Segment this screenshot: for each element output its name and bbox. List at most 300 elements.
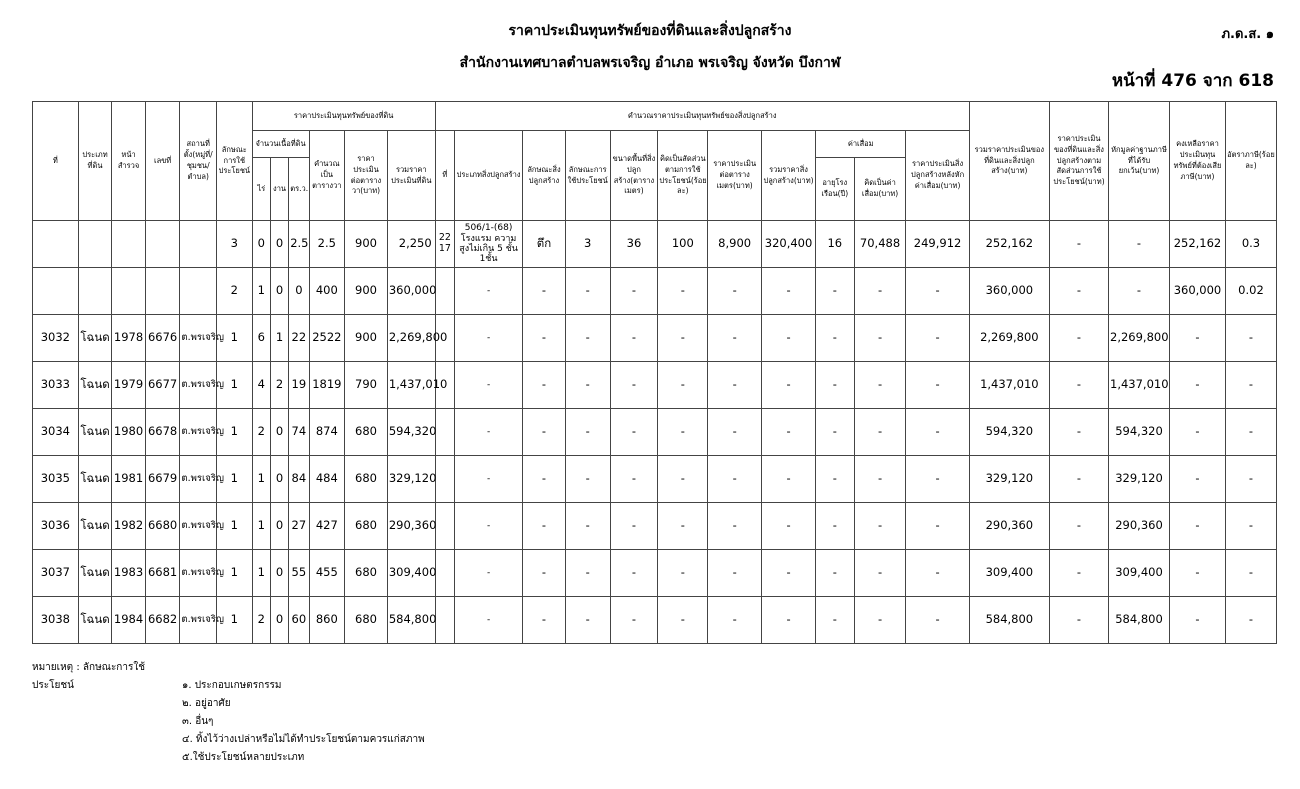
form-code: ภ.ด.ส. ๑ bbox=[1221, 27, 1274, 42]
cell-price-per-wa: 680 bbox=[345, 503, 388, 550]
cell-bldg-total: - bbox=[762, 268, 816, 315]
cell-survey: 1978 bbox=[112, 315, 146, 362]
cell-taxable: - bbox=[1170, 503, 1226, 550]
cell-bldg-ratio: - bbox=[658, 315, 708, 362]
cell-no: 3035 bbox=[33, 456, 79, 503]
col-rate: อัตราภาษี(ร้อยละ) bbox=[1225, 102, 1276, 221]
cell-bldg-area: - bbox=[610, 362, 658, 409]
cell-prop-value: - bbox=[1050, 456, 1109, 503]
cell-rai: 2 bbox=[252, 409, 270, 456]
cell-land-total: 329,120 bbox=[387, 456, 435, 503]
cell-rate: - bbox=[1225, 315, 1276, 362]
cell-location: ต.พรเจริญ bbox=[180, 456, 217, 503]
cell-prop-value: - bbox=[1050, 550, 1109, 597]
cell-bldg-area: - bbox=[610, 409, 658, 456]
table-header bbox=[33, 102, 1277, 221]
col-location: สถานที่ตั้ง(หมู่ที่/ชุมชน/ตำบล) bbox=[180, 102, 217, 221]
cell-grand-total: 252,162 bbox=[969, 221, 1049, 268]
cell-bldg-type: - bbox=[455, 456, 523, 503]
cell-dep-age: - bbox=[815, 456, 854, 503]
cell-ngan: 0 bbox=[270, 550, 288, 597]
notes-section bbox=[32, 659, 425, 767]
cell-grand-total: 584,800 bbox=[969, 597, 1049, 644]
cell-bldg-area: - bbox=[610, 597, 658, 644]
cell-doc-type: โฉนด bbox=[78, 503, 112, 550]
cell-doc-no: 6679 bbox=[145, 456, 180, 503]
cell-area-total: 874 bbox=[309, 409, 345, 456]
cell-exempt: 594,320 bbox=[1109, 409, 1170, 456]
cell-prop-value: - bbox=[1050, 268, 1109, 315]
cell-bldg-area: - bbox=[610, 315, 658, 362]
cell-bldg-kind: - bbox=[523, 503, 566, 550]
cell-bldg-net: - bbox=[906, 409, 969, 456]
cell-grand-total: 309,400 bbox=[969, 550, 1049, 597]
cell-bldg-use: - bbox=[565, 362, 610, 409]
cell-prop-value: - bbox=[1050, 503, 1109, 550]
cell-dep-age: - bbox=[815, 315, 854, 362]
cell-bldg-type: - bbox=[455, 550, 523, 597]
cell-location: ต.พรเจริญ bbox=[180, 597, 217, 644]
col-doc-no: เลขที่ bbox=[145, 102, 180, 221]
cell-doc-no: 6678 bbox=[145, 409, 180, 456]
cell-ngan: 0 bbox=[270, 456, 288, 503]
cell-bldg-use: - bbox=[565, 456, 610, 503]
cell-rate: 0.02 bbox=[1225, 268, 1276, 315]
cell-dep-age: - bbox=[815, 597, 854, 644]
cell-bldg-total: - bbox=[762, 550, 816, 597]
cell-bldg-kind: - bbox=[523, 362, 566, 409]
cell-exempt: - bbox=[1109, 221, 1170, 268]
cell-doc-no: 6682 bbox=[145, 597, 180, 644]
cell-land-total: 2,250 bbox=[387, 221, 435, 268]
cell-bldg-use: - bbox=[565, 268, 610, 315]
cell-grand-total: 594,320 bbox=[969, 409, 1049, 456]
cell-doc-no: 6680 bbox=[145, 503, 180, 550]
cell-bldg-ratio: - bbox=[658, 362, 708, 409]
col-bldg-no: ที่ bbox=[435, 131, 454, 221]
cell-doc-type: โฉนด bbox=[78, 597, 112, 644]
col-no: ที่ bbox=[33, 102, 79, 221]
note-item: ๒. อยู่อาศัย bbox=[182, 698, 231, 709]
col-rai: ไร่ bbox=[252, 158, 270, 221]
cell-rate: - bbox=[1225, 456, 1276, 503]
cell-dep-amount: - bbox=[854, 597, 906, 644]
cell-dep-amount: 70,488 bbox=[854, 221, 906, 268]
cell-location: ต.พรเจริญ bbox=[180, 550, 217, 597]
cell-bldg-net: - bbox=[906, 503, 969, 550]
land-group-header: ราคาประเมินทุนทรัพย์ของที่ดิน bbox=[252, 102, 435, 131]
cell-wa: 55 bbox=[289, 550, 309, 597]
cell-rai: 1 bbox=[252, 268, 270, 315]
cell-wa: 2.5 bbox=[289, 221, 309, 268]
cell-exempt: 290,360 bbox=[1109, 503, 1170, 550]
cell-bldg-use: - bbox=[565, 409, 610, 456]
cell-dep-amount: - bbox=[854, 409, 906, 456]
cell-bldg-net: - bbox=[906, 268, 969, 315]
cell-no bbox=[33, 221, 79, 268]
cell-exempt: 1,437,010 bbox=[1109, 362, 1170, 409]
table-row bbox=[33, 268, 1277, 315]
cell-bldg-net: - bbox=[906, 362, 969, 409]
col-wa: ตร.ว. bbox=[289, 158, 309, 221]
cell-taxable: 252,162 bbox=[1170, 221, 1226, 268]
cell-grand-total: 1,437,010 bbox=[969, 362, 1049, 409]
cell-bldg-price: 8,900 bbox=[708, 221, 762, 268]
cell-no: 3036 bbox=[33, 503, 79, 550]
cell-taxable: - bbox=[1170, 362, 1226, 409]
cell-doc-no: 6676 bbox=[145, 315, 180, 362]
cell-rai: 1 bbox=[252, 503, 270, 550]
cell-survey bbox=[112, 268, 146, 315]
cell-taxable: - bbox=[1170, 409, 1226, 456]
cell-price-per-wa: 680 bbox=[345, 409, 388, 456]
cell-bldg-ratio: - bbox=[658, 456, 708, 503]
cell-bldg-area: - bbox=[610, 503, 658, 550]
cell-rate: - bbox=[1225, 597, 1276, 644]
cell-ngan: 0 bbox=[270, 268, 288, 315]
cell-no: 3033 bbox=[33, 362, 79, 409]
cell-bldg-kind: - bbox=[523, 268, 566, 315]
cell-taxable: 360,000 bbox=[1170, 268, 1226, 315]
cell-doc-no: 6677 bbox=[145, 362, 180, 409]
cell-survey: 1983 bbox=[112, 550, 146, 597]
cell-use: 2 bbox=[217, 268, 253, 315]
cell-bldg-use: 3 bbox=[565, 221, 610, 268]
col-taxable: คงเหลือราคาประเมินทุนทรัพย์ที่ต้องเสียภาษี(บาท) bbox=[1170, 102, 1226, 221]
cell-wa: 84 bbox=[289, 456, 309, 503]
cell-grand-total: 2,269,800 bbox=[969, 315, 1049, 362]
cell-survey: 1979 bbox=[112, 362, 146, 409]
cell-doc-type: โฉนด bbox=[78, 315, 112, 362]
cell-dep-age: - bbox=[815, 268, 854, 315]
col-prop-value: ราคาประเมินของที่ดินและสิ่งปลูกสร้างตามสัดส่วนการใช้ประโยชน์(บาท) bbox=[1050, 102, 1109, 221]
cell-wa: 74 bbox=[289, 409, 309, 456]
cell-bldg-area: - bbox=[610, 268, 658, 315]
cell-doc-type bbox=[78, 268, 112, 315]
cell-no: 3032 bbox=[33, 315, 79, 362]
cell-dep-amount: - bbox=[854, 268, 906, 315]
cell-bldg-no: 22 17 bbox=[435, 221, 454, 268]
cell-bldg-ratio: - bbox=[658, 550, 708, 597]
cell-wa: 0 bbox=[289, 268, 309, 315]
cell-area-total: 455 bbox=[309, 550, 345, 597]
cell-bldg-use: - bbox=[565, 503, 610, 550]
cell-rai: 1 bbox=[252, 456, 270, 503]
cell-bldg-net: - bbox=[906, 550, 969, 597]
col-dep-amount: คิดเป็นค่าเสื่อม(บาท) bbox=[854, 158, 906, 221]
cell-location: ต.พรเจริญ bbox=[180, 362, 217, 409]
cell-bldg-type: 506/1-(68) โรงแรม ความสูงไม่เกิน 5 ชั้น 1ชั้น bbox=[455, 221, 523, 268]
cell-rate: - bbox=[1225, 503, 1276, 550]
cell-taxable: - bbox=[1170, 550, 1226, 597]
cell-bldg-net: - bbox=[906, 597, 969, 644]
cell-price-per-wa: 680 bbox=[345, 597, 388, 644]
cell-use: 1 bbox=[217, 362, 253, 409]
col-land-total: รวมราคาประเมินที่ดิน bbox=[387, 131, 435, 221]
cell-no: 3038 bbox=[33, 597, 79, 644]
cell-rai: 2 bbox=[252, 597, 270, 644]
cell-land-total: 2,269,800 bbox=[387, 315, 435, 362]
cell-doc-type: โฉนด bbox=[78, 409, 112, 456]
cell-area-total: 860 bbox=[309, 597, 345, 644]
cell-area-total: 2.5 bbox=[309, 221, 345, 268]
cell-bldg-net: - bbox=[906, 456, 969, 503]
cell-bldg-no bbox=[435, 456, 454, 503]
cell-doc-no bbox=[145, 268, 180, 315]
cell-survey: 1982 bbox=[112, 503, 146, 550]
cell-price-per-wa: 900 bbox=[345, 315, 388, 362]
cell-bldg-use: - bbox=[565, 550, 610, 597]
cell-price-per-wa: 680 bbox=[345, 550, 388, 597]
cell-prop-value: - bbox=[1050, 597, 1109, 644]
cell-survey: 1981 bbox=[112, 456, 146, 503]
cell-doc-type: โฉนด bbox=[78, 362, 112, 409]
cell-bldg-ratio: - bbox=[658, 268, 708, 315]
cell-survey: 1980 bbox=[112, 409, 146, 456]
cell-exempt: - bbox=[1109, 268, 1170, 315]
table-row bbox=[33, 597, 1277, 644]
cell-bldg-kind: ตึก bbox=[523, 221, 566, 268]
cell-ngan: 0 bbox=[270, 503, 288, 550]
cell-use: 1 bbox=[217, 409, 253, 456]
cell-land-total: 584,800 bbox=[387, 597, 435, 644]
cell-area-total: 400 bbox=[309, 268, 345, 315]
table-row bbox=[33, 221, 1277, 268]
cell-bldg-price: - bbox=[708, 409, 762, 456]
cell-wa: 60 bbox=[289, 597, 309, 644]
col-bldg-total: รวมราคาสิ่งปลูกสร้าง(บาท) bbox=[762, 131, 816, 221]
cell-survey bbox=[112, 221, 146, 268]
cell-prop-value: - bbox=[1050, 221, 1109, 268]
cell-bldg-price: - bbox=[708, 550, 762, 597]
table-row bbox=[33, 362, 1277, 409]
cell-bldg-net: - bbox=[906, 315, 969, 362]
cell-rate: 0.3 bbox=[1225, 221, 1276, 268]
col-dep-age: อายุโรงเรือน(ปี) bbox=[815, 158, 854, 221]
cell-rai: 1 bbox=[252, 550, 270, 597]
cell-dep-amount: - bbox=[854, 503, 906, 550]
cell-rai: 4 bbox=[252, 362, 270, 409]
cell-bldg-area: - bbox=[610, 550, 658, 597]
cell-bldg-ratio: - bbox=[658, 597, 708, 644]
cell-taxable: - bbox=[1170, 315, 1226, 362]
cell-price-per-wa: 680 bbox=[345, 456, 388, 503]
cell-wa: 22 bbox=[289, 315, 309, 362]
cell-dep-age: - bbox=[815, 550, 854, 597]
col-bldg-area: ขนาดพื้นที่สิ่งปลูกสร้าง(ตารางเมตร) bbox=[610, 131, 658, 221]
cell-price-per-wa: 790 bbox=[345, 362, 388, 409]
cell-bldg-ratio: - bbox=[658, 409, 708, 456]
col-ngan: งาน bbox=[270, 158, 288, 221]
cell-dep-amount: - bbox=[854, 362, 906, 409]
cell-location bbox=[180, 268, 217, 315]
cell-ngan: 2 bbox=[270, 362, 288, 409]
cell-area-total: 427 bbox=[309, 503, 345, 550]
cell-bldg-area: - bbox=[610, 456, 658, 503]
table-row bbox=[33, 503, 1277, 550]
cell-bldg-type: - bbox=[455, 268, 523, 315]
page-info: หน้าที่ 476 จาก 618 bbox=[1111, 71, 1274, 91]
col-use: ลักษณะการใช้ประโยชน์ bbox=[217, 102, 253, 221]
table-row bbox=[33, 315, 1277, 362]
note-item: ๕.ใช้ประโยชน์หลายประเภท bbox=[182, 752, 305, 763]
col-exempt: หักมูลค่าฐานภาษีที่ได้รับยกเว้น(บาท) bbox=[1109, 102, 1170, 221]
cell-bldg-no bbox=[435, 597, 454, 644]
cell-bldg-no bbox=[435, 409, 454, 456]
col-grand-total: รวมราคาประเมินของที่ดินและสิ่งปลูกสร้าง(บาท) bbox=[969, 102, 1049, 221]
col-bldg-kind: ลักษณะสิ่งปลูกสร้าง bbox=[523, 131, 566, 221]
cell-no: 3034 bbox=[33, 409, 79, 456]
cell-use: 1 bbox=[217, 315, 253, 362]
cell-land-total: 1,437,010 bbox=[387, 362, 435, 409]
cell-grand-total: 290,360 bbox=[969, 503, 1049, 550]
cell-area-total: 2522 bbox=[309, 315, 345, 362]
cell-bldg-no bbox=[435, 550, 454, 597]
cell-dep-age: - bbox=[815, 409, 854, 456]
cell-land-total: 594,320 bbox=[387, 409, 435, 456]
cell-dep-amount: - bbox=[854, 550, 906, 597]
col-bldg-type: ประเภทสิ่งปลูกสร้าง bbox=[455, 131, 523, 221]
cell-rate: - bbox=[1225, 409, 1276, 456]
cell-ngan: 1 bbox=[270, 315, 288, 362]
cell-use: 1 bbox=[217, 456, 253, 503]
cell-wa: 19 bbox=[289, 362, 309, 409]
cell-bldg-total: - bbox=[762, 503, 816, 550]
note-item: ๓. อื่นๆ bbox=[182, 716, 214, 727]
cell-bldg-total: 320,400 bbox=[762, 221, 816, 268]
cell-prop-value: - bbox=[1050, 362, 1109, 409]
cell-bldg-ratio: - bbox=[658, 503, 708, 550]
cell-land-total: 290,360 bbox=[387, 503, 435, 550]
assessment-table bbox=[32, 101, 1277, 644]
cell-bldg-price: - bbox=[708, 362, 762, 409]
cell-dep-age: - bbox=[815, 362, 854, 409]
cell-bldg-type: - bbox=[455, 503, 523, 550]
cell-location: ต.พรเจริญ bbox=[180, 503, 217, 550]
table-row bbox=[33, 409, 1277, 456]
cell-grand-total: 329,120 bbox=[969, 456, 1049, 503]
cell-bldg-no bbox=[435, 268, 454, 315]
col-bldg-use: ลักษณะการใช้ประโยชน์ bbox=[565, 131, 610, 221]
building-group-header: คำนวณราคาประเมินทุนทรัพย์ของสิ่งปลูกสร้าง bbox=[435, 102, 969, 131]
cell-grand-total: 360,000 bbox=[969, 268, 1049, 315]
cell-use: 3 bbox=[217, 221, 253, 268]
cell-bldg-total: - bbox=[762, 597, 816, 644]
cell-ngan: 0 bbox=[270, 409, 288, 456]
cell-bldg-type: - bbox=[455, 409, 523, 456]
cell-taxable: - bbox=[1170, 456, 1226, 503]
cell-bldg-kind: - bbox=[523, 597, 566, 644]
cell-land-total: 360,000 bbox=[387, 268, 435, 315]
depreciation-group-header: ค่าเสื่อม bbox=[815, 131, 906, 158]
page-title: ราคาประเมินทุนทรัพย์ของที่ดินและสิ่งปลูกสร้าง bbox=[508, 23, 792, 39]
cell-doc-type bbox=[78, 221, 112, 268]
cell-bldg-area: 36 bbox=[610, 221, 658, 268]
cell-dep-age: - bbox=[815, 503, 854, 550]
cell-bldg-type: - bbox=[455, 315, 523, 362]
cell-bldg-net: 249,912 bbox=[906, 221, 969, 268]
cell-location: ต.พรเจริญ bbox=[180, 409, 217, 456]
cell-bldg-ratio: 100 bbox=[658, 221, 708, 268]
cell-price-per-wa: 900 bbox=[345, 221, 388, 268]
cell-bldg-total: - bbox=[762, 315, 816, 362]
cell-bldg-use: - bbox=[565, 315, 610, 362]
cell-bldg-kind: - bbox=[523, 550, 566, 597]
cell-bldg-price: - bbox=[708, 503, 762, 550]
cell-wa: 27 bbox=[289, 503, 309, 550]
cell-bldg-no bbox=[435, 503, 454, 550]
cell-survey: 1984 bbox=[112, 597, 146, 644]
cell-exempt: 584,800 bbox=[1109, 597, 1170, 644]
cell-prop-value: - bbox=[1050, 409, 1109, 456]
col-bldg-price: ราคาประเมินต่อตารางเมตร(บาท) bbox=[708, 131, 762, 221]
cell-rate: - bbox=[1225, 550, 1276, 597]
cell-use: 1 bbox=[217, 550, 253, 597]
cell-doc-type: โฉนด bbox=[78, 550, 112, 597]
cell-bldg-type: - bbox=[455, 362, 523, 409]
cell-bldg-total: - bbox=[762, 409, 816, 456]
cell-bldg-price: - bbox=[708, 315, 762, 362]
col-doc-type: ประเภทที่ดิน bbox=[78, 102, 112, 221]
cell-doc-no bbox=[145, 221, 180, 268]
cell-ngan: 0 bbox=[270, 597, 288, 644]
cell-no: 3037 bbox=[33, 550, 79, 597]
cell-dep-amount: - bbox=[854, 456, 906, 503]
cell-location bbox=[180, 221, 217, 268]
cell-bldg-price: - bbox=[708, 597, 762, 644]
cell-doc-type: โฉนด bbox=[78, 456, 112, 503]
cell-land-total: 309,400 bbox=[387, 550, 435, 597]
cell-exempt: 309,400 bbox=[1109, 550, 1170, 597]
cell-use: 1 bbox=[217, 503, 253, 550]
col-survey: หน้าสำรวจ bbox=[112, 102, 146, 221]
cell-dep-amount: - bbox=[854, 315, 906, 362]
cell-bldg-type: - bbox=[455, 597, 523, 644]
cell-price-per-wa: 900 bbox=[345, 268, 388, 315]
cell-area-total: 1819 bbox=[309, 362, 345, 409]
cell-bldg-kind: - bbox=[523, 315, 566, 362]
cell-bldg-price: - bbox=[708, 456, 762, 503]
cell-dep-age: 16 bbox=[815, 221, 854, 268]
table-row bbox=[33, 456, 1277, 503]
cell-area-total: 484 bbox=[309, 456, 345, 503]
cell-use: 1 bbox=[217, 597, 253, 644]
col-bldg-ratio: คิดเป็นสัดส่วนตามการใช้ประโยชน์(ร้อยละ) bbox=[658, 131, 708, 221]
cell-bldg-total: - bbox=[762, 362, 816, 409]
table-row bbox=[33, 550, 1277, 597]
cell-exempt: 329,120 bbox=[1109, 456, 1170, 503]
note-item: ๔. ทิ้งไว้ว่างเปล่าหรือไม่ได้ทำประโยชน์ตามควรแก่สภาพ bbox=[182, 734, 425, 745]
office-title: สำนักงานเทศบาลตำบลพรเจริญ อำเภอ พรเจริญ จังหวัด บึงกาฬ bbox=[459, 55, 841, 71]
col-bldg-net: ราคาประเมินสิ่งปลูกสร้างหลังหักค่าเสื่อม(บาท) bbox=[906, 131, 969, 221]
cell-bldg-kind: - bbox=[523, 409, 566, 456]
cell-bldg-kind: - bbox=[523, 456, 566, 503]
cell-ngan: 0 bbox=[270, 221, 288, 268]
cell-bldg-total: - bbox=[762, 456, 816, 503]
note-item: ๑. ประกอบเกษตรกรรม bbox=[182, 680, 282, 691]
table-body bbox=[33, 221, 1277, 644]
area-group-header: จำนวนเนื้อที่ดิน bbox=[252, 131, 309, 158]
cell-prop-value: - bbox=[1050, 315, 1109, 362]
cell-doc-no: 6681 bbox=[145, 550, 180, 597]
cell-rate: - bbox=[1225, 362, 1276, 409]
notes-label: หมายเหตุ : ลักษณะการใช้ประโยชน์ bbox=[32, 662, 146, 691]
col-area-total: คำนวณเป็นตารางวา bbox=[309, 131, 345, 221]
cell-rai: 0 bbox=[252, 221, 270, 268]
cell-location: ต.พรเจริญ bbox=[180, 315, 217, 362]
col-price-per-wa: ราคาประเมินต่อตารางวา(บาท) bbox=[345, 131, 388, 221]
cell-rai: 6 bbox=[252, 315, 270, 362]
